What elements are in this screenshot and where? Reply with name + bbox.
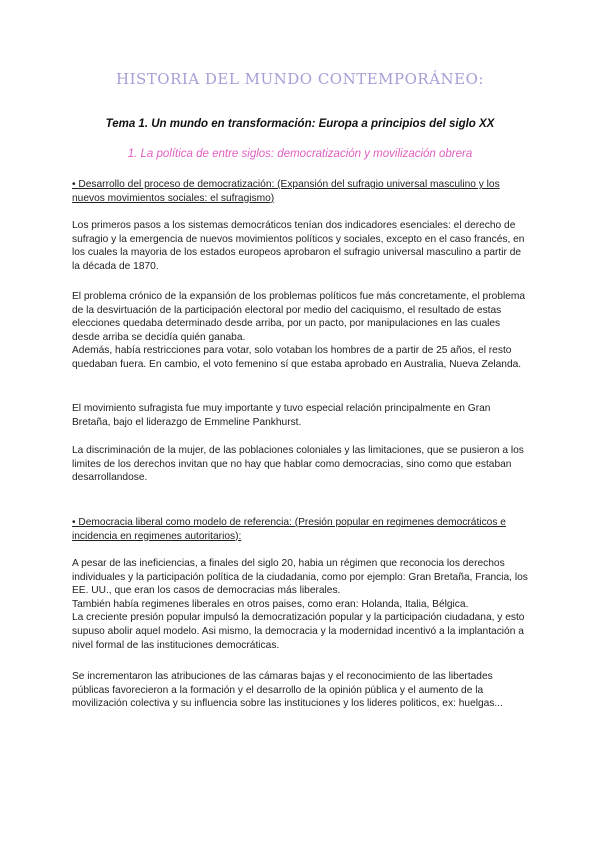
topic-subtitle: Tema 1. Un mundo en transformación: Europa a principios del siglo XX [105,118,495,130]
paragraph-text: También había regimenes liberales en otros paises, como eran: Holanda, Italia, Bélgica. [72,598,469,610]
paragraph-text: La creciente presión popular impulsó la democratización popular y la participación ciudadana, y esto supuso abolir aquel modelo. Asi mismo, la democracia y la modernidad incentivó a la implantación a nivel formal de las instituciones democráticas. [72,612,525,651]
paragraph-text: Los primeros pasos a los sistemas democráticos tenían dos indicadores esenciales: el derecho de sufragio y la emergencia de nuevos movimientos políticos y sociales, excepto en el caso francés, en los cuales la mayoria de los estados europeos aprobaron el sufragio universal masculino a partir de la década de 1870. [72,220,525,272]
paragraph-text: A pesar de las ineficiencias, a finales del siglo 20, habia un régimen que reconocia los derechos individuales y la participación política de la ciudadania, como por ejemplo: Gran Bretaña, Francia, los EE. UU., que eran los casos de democracias más liberales. [72,558,528,597]
paragraph-first-steps [72,219,530,273]
section-title: 1. La política de entre siglos: democratización y movilización obrera [127,148,473,160]
paragraph-inefficiencies [72,557,530,652]
paragraph-chronic-problem [72,290,530,372]
paragraph-text: La discriminación de la mujer, de las poblaciones coloniales y las limitaciones, que se pusieron a los limites de los derechos invitan que no hay que hablar como democracias, sino como que estaban desarrollandose. [72,445,524,484]
paragraph-lower-chambers [72,670,530,711]
heading-liberal-democracy: • Democracia liberal como modelo de referencia: (Presión popular en regimenes democráticos e incidencia en regimenes autoritarios): [72,517,506,542]
paragraph-text: El problema crónico de la expansión de los problemas políticos fue más concretamente, el problema de la desvirtuación de la participación electoral por medio del caciquismo, el resultado de estas elecciones quedaba determinado desde arriba, por un pacto, por manipulaciones en las cuales desde arriba se decidía quién ganaba. [72,291,526,343]
paragraph-text: Además, había restricciones para votar, solo votaban los hombres de a partir de 25 años, el resto quedaban fuera. En cambio, el voto femenino sí que estaba aprobado en Australia, Nueva Zelanda. [72,345,522,370]
paragraph-discrimination [72,444,530,485]
heading-democratization: • Desarrollo del proceso de democratización: (Expansión del sufragio universal masculino y los nuevos movimientos sociales: el sufragismo) [72,179,500,204]
paragraph-suffragist-movement [72,402,530,429]
paragraph-text: El movimiento sufragista fue muy importante y tuvo especial relación principalmente en Gran Bretaña, bajo el liderazgo de Emmeline Pankhurst. [72,403,491,428]
paragraph-text: Se incrementaron las atribuciones de las cámaras bajas y el reconocimiento de las libertades públicas favorecieron a la formación y el desarrollo de la opinión pública y el aumento de la movilización colectiva y su influencia sobre las instituciones y los lideres politicos, ex: huelgas... [72,671,503,710]
document-title: HISTORIA DEL MUNDO CONTEMPORÁNEO: [116,70,484,88]
